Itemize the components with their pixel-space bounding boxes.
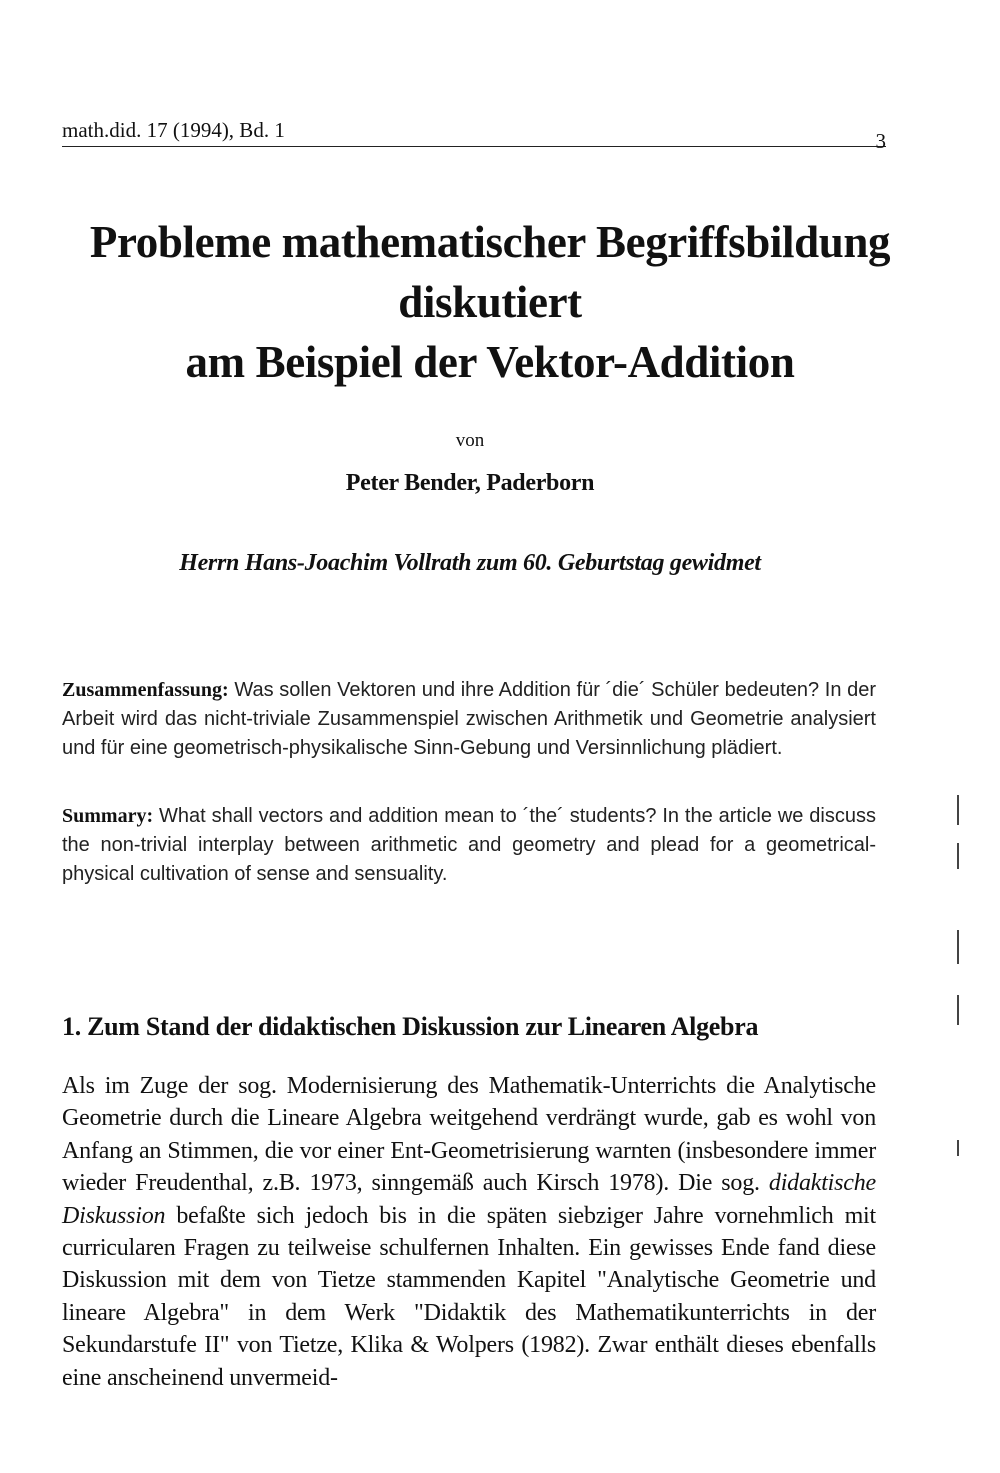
journal-reference: math.did. 17 (1994), Bd. 1 xyxy=(62,118,285,142)
author: Peter Bender, Paderborn xyxy=(345,470,595,496)
body-text-part-1: Als im Zuge der sog. Modernisierung des Mathematik-Unterrichts die Analytische Geometrie durch die Lineare Algebra weitgehend verdrängt wurde, gab es wohl von Anfang an Stimmen, die vor einer Ent-Geometrisierung warnten (insbesondere immer wieder Freudenthal, z.B. 1973, sinngemäß auch Kirsch 1978). Die sog. xyxy=(62,1073,876,1197)
scan-margin-mark xyxy=(957,795,959,825)
scan-margin-mark xyxy=(957,1140,959,1156)
title-line-3: am Beispiel der Vektor-Addition xyxy=(185,337,795,387)
body-text-part-2: befaßte sich jedoch bis in die späten siebziger Jahre vornehmlich mit curricularen Fragen zu teilweise schulfernen Inhalten. Ein gewisses Ende fand diese Diskussion mit dem von Tietze stammenden Kapitel "Analytische Geometrie und lineare Algebra" in dem Werk "Didaktik des Mathematikunterrichts in der Sekundarstufe II" von Tietze, Klika & Wolpers (1982). Zwar enthält dieses ebenfalls eine anscheinend unvermeid- xyxy=(62,1202,876,1391)
section-heading: 1. Zum Stand der didaktischen Diskussion zur Linearen Algebra xyxy=(62,1012,759,1041)
abstract-german-text: Was sollen Vektoren und ihre Addition für ´die´ Schüler bedeuten? In der Arbeit wird das nicht-triviale Zusammenspiel zwischen Arithmetik und Geometrie analysiert und für eine geometrisch-physikalische Sinn-Gebung und Versinnlichung plädiert. xyxy=(62,679,876,759)
body-paragraph xyxy=(62,1070,876,1394)
title-line-1: Probleme mathematischer Begriffsbildung xyxy=(89,217,891,267)
scan-margin-mark xyxy=(957,843,959,869)
abstract-english-label: Summary: xyxy=(62,805,154,827)
dedication: Herrn Hans-Joachim Vollrath zum 60. Geburtstag gewidmet xyxy=(179,550,761,576)
page-number: 3 xyxy=(875,129,886,153)
abstract-german xyxy=(62,676,876,763)
scan-margin-mark xyxy=(957,930,959,964)
byline-von: von xyxy=(455,430,485,451)
abstract-english xyxy=(62,802,876,889)
title-line-2: diskutiert xyxy=(398,277,582,327)
body-text-italic: didaktische Diskussion xyxy=(62,1170,876,1229)
scan-margin-mark xyxy=(957,995,959,1025)
abstract-german-label: Zusammenfassung: xyxy=(62,679,229,701)
running-header xyxy=(62,106,886,153)
abstract-english-text: What shall vectors and addition mean to ´the´ students? In the article we discuss the non-trivial interplay between arithmetic and geometry and plead for a geometrical-physical cultivation of sense and sensuality. xyxy=(62,805,876,885)
article-title xyxy=(40,212,940,392)
